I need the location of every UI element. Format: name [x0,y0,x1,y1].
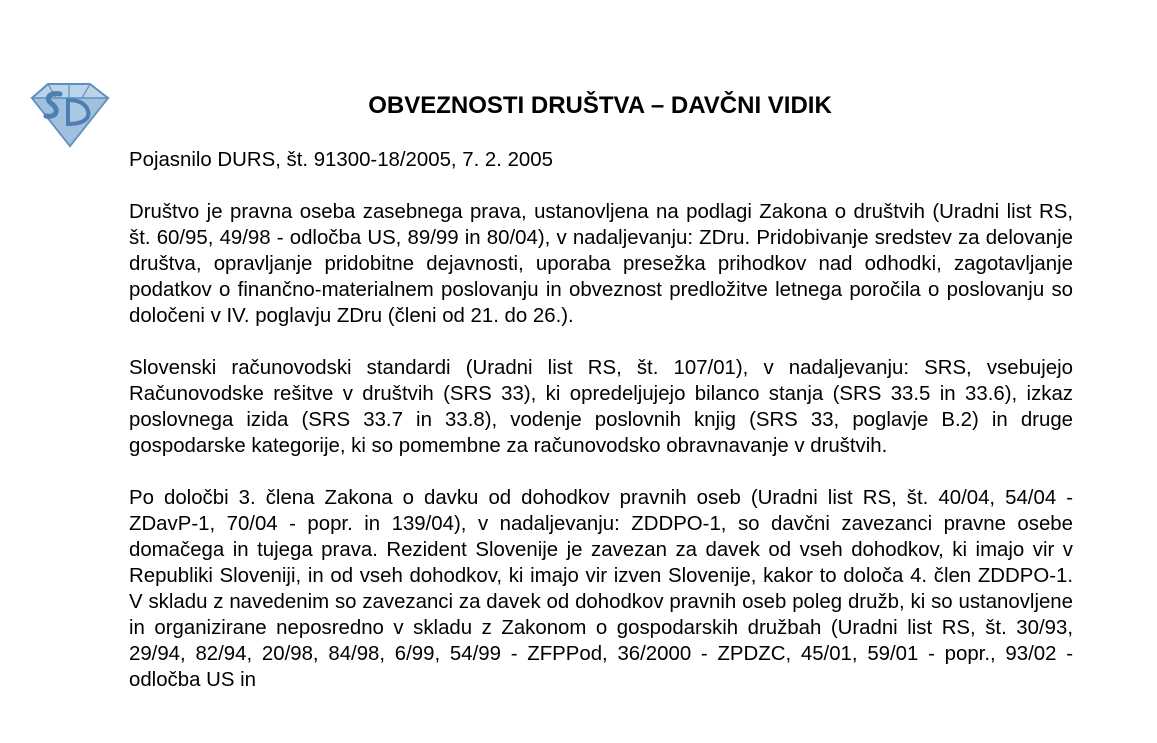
paragraph: Slovenski računovodski standardi (Uradni list RS, št. 107/01), v nadaljevanju: SRS, vsebujejo Računovodske rešitve v društvih (SRS 33), ki opredeljujejo bilanco stanja (SRS 33.5 in 33.6), izkaz poslovnega izida (SRS 33.7 in 33.8), vodenje poslovnih knjig (SRS 33, poglavje B.2) in druge gospodarske kategorije, ki so pomembne za računovodsko obravnavanje v društvih. [129,357,1073,457]
paragraph: Po določbi 3. člena Zakona o davku od dohodkov pravnih oseb (Uradni list RS, št. 40/04, 54/04 - ZDavP-1, 70/04 - popr. in 139/04), v nadaljevanju: ZDDPO-1, so davčni zavezanci pravne osebe domačega in tujega prava. Rezident Slovenije je zavezan za davek od vseh dohodkov, ki imajo vir v Republiki Sloveniji, in od vseh dohodkov, ki imajo vir izven Slovenije, kakor to določa 4. člen ZDDPO-1. V skladu z navedenim so zavezanci za davek od dohodkov pravnih oseb poleg družb, ki so ustanovljene in organizirane neposredno v skladu z Zakonom o gospodarskih družbah (Uradni list RS, št. 30/93, 29/94, 82/94, 20/98, 84/98, 6/99, 54/99 - ZFPPod, 36/2000 - ZPDZC, 45/01, 59/01 - popr., 93/02 - odločba US in [129,487,1073,691]
source-line: Pojasnilo DURS, št. 91300-18/2005, 7. 2. 2005 [129,149,553,171]
document-body [129,147,1073,719]
paragraph: Društvo je pravna oseba zasebnega prava, ustanovljena na podlagi Zakona o društvih (Uradni list RS, št. 60/95, 49/98 - odločba US, 89/99 in 80/04), v nadaljevanju: ZDru. Pridobivanje sredstev za delovanje društva, opravljanje pridobitne dejavnosti, uporaba presežka prihodkov nad odhodki, zagotavljanje podatkov o finančno-materialnem poslovanju in obveznost predložitve letnega poročila o poslovanju so določeni v IV. poglavju ZDru (členi od 21. do 26.). [129,201,1073,327]
document-title: OBVEZNOSTI DRUŠTVA – DAVČNI VIDIK [368,92,832,119]
